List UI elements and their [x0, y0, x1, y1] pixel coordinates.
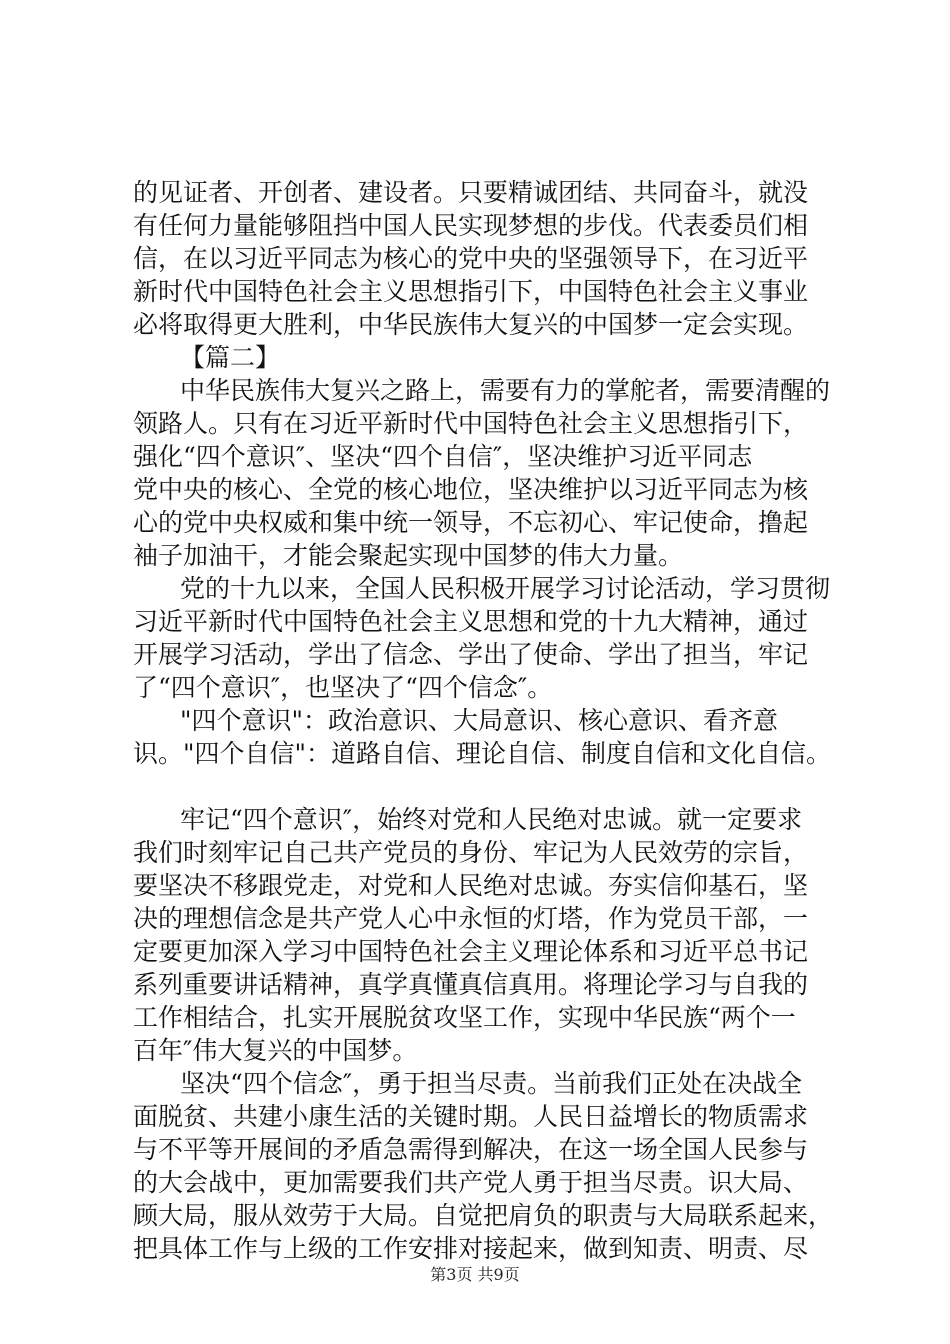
document-body — [133, 176, 838, 1265]
page-number-footer: 第3页 共9页 — [430, 1265, 520, 1284]
blank-line — [133, 770, 838, 803]
paragraph-continuation: 的见证者、开创者、建设者。只要精诚团结、共同奋斗，就没 有任何力量能够阻挡中国人民实现梦想的步伐。代表委员们相 信，在以习近平同志为核心的党中央的坚强领导下，在习近平 新时代中国特色社会主义思想指引下，中国特色社会主义事业 必将取得更大胜利，中华民族伟大复兴的中国梦一定会实现。 — [133, 178, 809, 339]
paragraph: 中华民族伟大复兴之路上，需要有力的掌舵者，需要清醒的 领路人。只有在习近平新时代中国特色社会主义思想指引下， 强化“四个意识″、坚决“四个自信″，坚决维护习近平同志 党中央的核心、全党的核心地位，坚决维护以习近平同志为核 心的党中央权威和集中统一领导，不忘初心、牢记使命，撸起 袖子加油干，才能会聚起实现中国梦的伟大力量。 — [133, 376, 831, 570]
section-heading: 【篇二】 — [180, 343, 281, 372]
paragraph: "四个意识"：政治意识、大局意识、核心意识、看齐意 识。"四个自信"：道路自信、理论自信、制度自信和文化自信。 — [133, 706, 832, 768]
paragraph: 牢记“四个意识″，始终对党和人民绝对忠诚。就一定要求 我们时刻牢记自己共产党员的身份、牢记为人民效劳的宗旨， 要坚决不移跟党走，对党和人民绝对忠诚。夯实信仰基石，坚 决的理想信念是共产党人心中永恒的灯塔，作为党员干部，一 定要更加深入学习中国特色社会主义理论体系和习近平总书记 系列重要讲话精神，真学真懂真信真用。将理论学习与自我的 工作相结合，扎实开展脱贫攻坚工作，实现中华民族“两个一 百年″伟大复兴的中国梦。 — [133, 805, 809, 1065]
paragraph: 坚决“四个信念″，勇于担当尽责。当前我们正处在决战全 面脱贫、共建小康生活的关键时期。人民日益增长的物质需求 与不平等开展间的矛盾急需得到解决，在这一场全国人民参与 的大会战中，更加需要我们共产党人勇于担当尽责。识大局、 顾大局，服从效劳于大局。自觉把肩负的职责与大局联系起来， 把具体工作与上级的工作安排对接起来，做到知责、明责、尽 — [133, 1069, 834, 1263]
paragraph: 党的十九以来，全国人民积极开展学习讨论活动，学习贯彻 习近平新时代中国特色社会主义思想和党的十九大精神，通过 开展学习活动，学出了信念、学出了使命、学出了担当，牢记 了“四个意识″，也坚决了“四个信念″。 — [133, 574, 831, 702]
